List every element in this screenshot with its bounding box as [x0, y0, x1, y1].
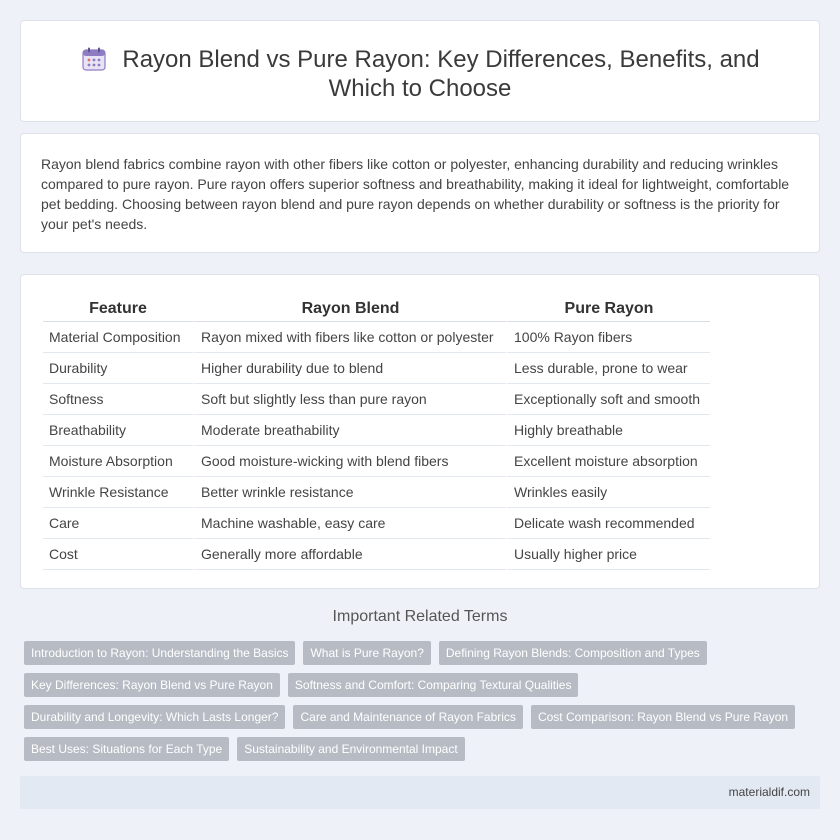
header-feature: Feature	[43, 295, 193, 322]
table-row	[43, 384, 710, 415]
table-cell: Good moisture-wicking with blend fibers	[193, 446, 506, 477]
table-row	[43, 322, 710, 353]
intro-paragraph: Rayon blend fabrics combine rayon with other fibers like cotton or polyester, enhancing durability and reducing wrinkles compared to pure rayon. Pure rayon offers superior softness and breathability, making it ideal for lightweight, comfortable pet bedding. Choosing between rayon blend and pure rayon depends on whether durability or softness is the priority for your pet's needs.	[41, 156, 790, 232]
related-term-link[interactable]: Softness and Comfort: Comparing Textural Qualities	[288, 673, 579, 697]
footer	[20, 776, 820, 809]
related-term-link[interactable]: Introduction to Rayon: Understanding the Basics	[24, 641, 295, 665]
comparison-table	[43, 295, 710, 570]
comparison-table-card	[20, 274, 820, 589]
related-term-link[interactable]: Key Differences: Rayon Blend vs Pure Rayon	[24, 673, 280, 697]
tag-row	[24, 705, 814, 729]
related-term-link[interactable]: Cost Comparison: Rayon Blend vs Pure Rayon	[531, 705, 795, 729]
related-terms-list	[24, 641, 814, 769]
table-cell: 100% Rayon fibers	[506, 322, 710, 353]
related-term-link[interactable]: Best Uses: Situations for Each Type	[24, 737, 229, 761]
table-cell: Exceptionally soft and smooth	[506, 384, 710, 415]
tag-row	[24, 641, 814, 665]
table-cell: Moisture Absorption	[43, 446, 193, 477]
tag-row	[24, 673, 814, 697]
table-cell: Wrinkle Resistance	[43, 477, 193, 508]
table-row	[43, 477, 710, 508]
table-cell: Durability	[43, 353, 193, 384]
related-term-link[interactable]: What is Pure Rayon?	[303, 641, 430, 665]
table-row	[43, 415, 710, 446]
table-cell: Better wrinkle resistance	[193, 477, 506, 508]
header-pure-rayon: Pure Rayon	[506, 295, 710, 322]
tag-row	[24, 737, 814, 761]
title-card	[20, 20, 820, 122]
related-terms-title: Important Related Terms	[332, 608, 508, 625]
table-row	[43, 508, 710, 539]
table-cell: Usually higher price	[506, 539, 710, 570]
table-cell: Excellent moisture absorption	[506, 446, 710, 477]
table-cell: Rayon mixed with fibers like cotton or polyester	[193, 322, 506, 353]
page-title-block	[61, 45, 779, 103]
table-cell: Material Composition	[43, 322, 193, 353]
footer-site-link[interactable]: materialdif.com	[728, 785, 810, 799]
related-term-link[interactable]: Defining Rayon Blends: Composition and Types	[439, 641, 707, 665]
table-cell: Higher durability due to blend	[193, 353, 506, 384]
table-row	[43, 446, 710, 477]
table-cell: Machine washable, easy care	[193, 508, 506, 539]
table-row	[43, 539, 710, 570]
table-cell: Moderate breathability	[193, 415, 506, 446]
table-cell: Cost	[43, 539, 193, 570]
header-rayon-blend: Rayon Blend	[193, 295, 506, 322]
table-cell: Wrinkles easily	[506, 477, 710, 508]
table-cell: Softness	[43, 384, 193, 415]
intro-card	[20, 133, 820, 253]
table-header-row	[43, 295, 710, 322]
table-row	[43, 353, 710, 384]
calendar-icon	[80, 46, 108, 75]
table-cell: Generally more affordable	[193, 539, 506, 570]
table-cell: Breathability	[43, 415, 193, 446]
related-term-link[interactable]: Sustainability and Environmental Impact	[237, 737, 464, 761]
table-cell: Care	[43, 508, 193, 539]
related-term-link[interactable]: Durability and Longevity: Which Lasts Longer?	[24, 705, 285, 729]
related-term-link[interactable]: Care and Maintenance of Rayon Fabrics	[293, 705, 522, 729]
page-title: Rayon Blend vs Pure Rayon: Key Differences, Benefits, and Which to Choose	[122, 46, 760, 102]
table-cell: Less durable, prone to wear	[506, 353, 710, 384]
table-cell: Delicate wash recommended	[506, 508, 710, 539]
table-cell: Highly breathable	[506, 415, 710, 446]
table-cell: Soft but slightly less than pure rayon	[193, 384, 506, 415]
